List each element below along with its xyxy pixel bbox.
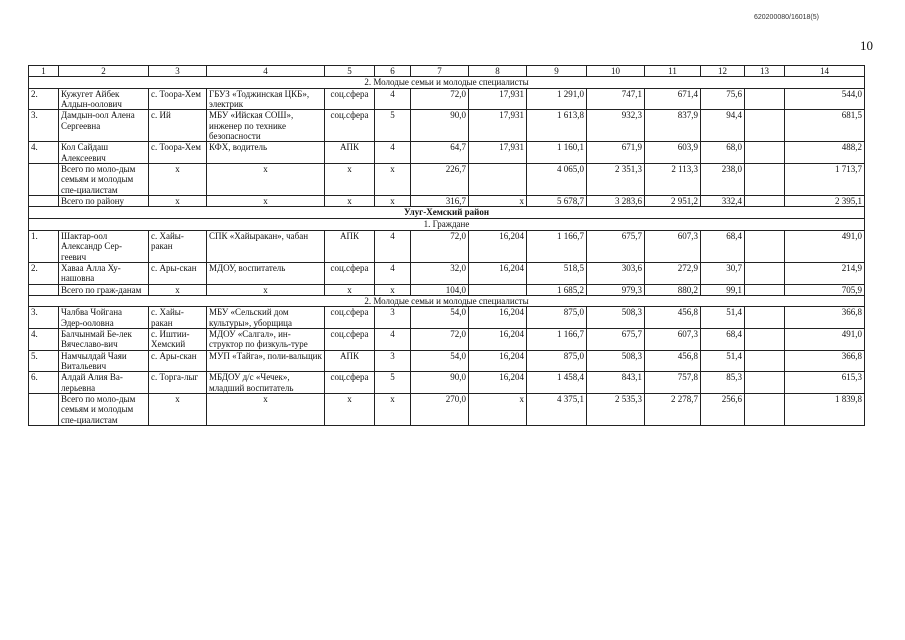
value-cell: 681,5: [785, 110, 865, 142]
place-cell: с. Хайы-ракан: [149, 230, 207, 262]
name-cell: Дамдын-оол Алена Сергеевна: [59, 110, 149, 142]
value-cell: 932,3: [587, 110, 645, 142]
value-cell: 5: [375, 372, 411, 394]
value-cell: 456,8: [645, 350, 701, 372]
sphere-cell: соц.сфера: [325, 88, 375, 110]
value-cell: [469, 284, 527, 295]
value-cell: х: [375, 196, 411, 207]
value-cell: 316,7: [411, 196, 469, 207]
value-cell: 366,8: [785, 307, 865, 329]
empty-cell: [29, 196, 59, 207]
column-number-cell: 13: [745, 66, 785, 77]
empty-cell: [29, 284, 59, 295]
value-cell: 508,3: [587, 307, 645, 329]
section-title-row-cell: 2. Молодые семьи и молодые специалисты: [29, 77, 865, 88]
value-cell: 1 458,4: [527, 372, 587, 394]
name-cell: Намчылдай Чаяи Витальевич: [59, 350, 149, 372]
value-cell: 1 685,2: [527, 284, 587, 295]
value-cell: 16,204: [469, 372, 527, 394]
value-cell: х: [375, 164, 411, 196]
place-cell: с. Иштии-Хемский: [149, 328, 207, 350]
section-title-row: [29, 77, 865, 88]
value-cell: 303,6: [587, 262, 645, 284]
job-cell: МБУ «Сельский дом культуры», уборщица: [207, 307, 325, 329]
column-number-cell: 8: [469, 66, 527, 77]
empty-cell: [29, 164, 59, 196]
value-cell: 508,3: [587, 350, 645, 372]
column-number-cell: 2: [59, 66, 149, 77]
value-cell: 875,0: [527, 307, 587, 329]
value-cell: 518,5: [527, 262, 587, 284]
sphere-cell: АПК: [325, 350, 375, 372]
value-cell: х: [469, 393, 527, 425]
value-cell: 366,8: [785, 350, 865, 372]
value-cell: 16,204: [469, 262, 527, 284]
value-cell: 30,7: [701, 262, 745, 284]
value-cell: 3: [375, 350, 411, 372]
value-cell: х: [375, 393, 411, 425]
value-cell: 1 166,7: [527, 230, 587, 262]
value-cell: х: [469, 196, 527, 207]
value-cell: 491,0: [785, 230, 865, 262]
value-cell: 757,8: [645, 372, 701, 394]
table-row: [29, 328, 865, 350]
value-cell: 54,0: [411, 307, 469, 329]
job-cell: х: [207, 284, 325, 295]
value-cell: 675,7: [587, 328, 645, 350]
value-cell: [745, 307, 785, 329]
value-cell: 51,4: [701, 350, 745, 372]
section-title-row: [29, 295, 865, 306]
value-cell: 747,1: [587, 88, 645, 110]
value-cell: 2 535,3: [587, 393, 645, 425]
row-number-cell: 4.: [29, 142, 59, 164]
job-cell: х: [207, 196, 325, 207]
value-cell: 671,4: [645, 88, 701, 110]
name-cell: Всего по району: [59, 196, 149, 207]
total-row: [29, 196, 865, 207]
table-row: [29, 110, 865, 142]
value-cell: 4: [375, 142, 411, 164]
value-cell: 1 713,7: [785, 164, 865, 196]
value-cell: 238,0: [701, 164, 745, 196]
value-cell: 4: [375, 328, 411, 350]
total-row: [29, 393, 865, 425]
value-cell: 544,0: [785, 88, 865, 110]
value-cell: 2 395,1: [785, 196, 865, 207]
value-cell: 17,931: [469, 110, 527, 142]
column-number-cell: 9: [527, 66, 587, 77]
sphere-cell: х: [325, 393, 375, 425]
value-cell: [745, 393, 785, 425]
value-cell: 90,0: [411, 372, 469, 394]
row-number-cell: 6.: [29, 372, 59, 394]
place-cell: с. Тоора-Хем: [149, 142, 207, 164]
place-cell: х: [149, 164, 207, 196]
column-number-cell: 11: [645, 66, 701, 77]
value-cell: 4 065,0: [527, 164, 587, 196]
name-cell: Шактар-оол Александр Сер-геевич: [59, 230, 149, 262]
place-cell: х: [149, 284, 207, 295]
column-number-cell: 3: [149, 66, 207, 77]
value-cell: 2 951,2: [645, 196, 701, 207]
page-number: 10: [860, 38, 873, 53]
empty-cell: [29, 393, 59, 425]
value-cell: 332,4: [701, 196, 745, 207]
value-cell: 16,204: [469, 230, 527, 262]
place-cell: х: [149, 393, 207, 425]
district-title-row: [29, 207, 865, 219]
value-cell: 2 351,3: [587, 164, 645, 196]
value-cell: 226,7: [411, 164, 469, 196]
sphere-cell: соц.сфера: [325, 372, 375, 394]
job-cell: СПК «Хайыракан», чабан: [207, 230, 325, 262]
column-number-row: [29, 66, 865, 77]
table-row: [29, 142, 865, 164]
value-cell: 90,0: [411, 110, 469, 142]
value-cell: [745, 350, 785, 372]
value-cell: 603,9: [645, 142, 701, 164]
value-cell: х: [375, 284, 411, 295]
job-cell: МБДОУ д/с «Чечек», младший воспитатель: [207, 372, 325, 394]
job-cell: МДОУ, воспитатель: [207, 262, 325, 284]
value-cell: 843,1: [587, 372, 645, 394]
value-cell: 99,1: [701, 284, 745, 295]
sphere-cell: соц.сфера: [325, 328, 375, 350]
table-row: [29, 88, 865, 110]
value-cell: 4: [375, 262, 411, 284]
name-cell: Хаваа Алла Ху-нашовна: [59, 262, 149, 284]
value-cell: 17,931: [469, 88, 527, 110]
job-cell: МУП «Тайга», поли-вальщик: [207, 350, 325, 372]
value-cell: [745, 142, 785, 164]
sphere-cell: х: [325, 196, 375, 207]
value-cell: 1 839,8: [785, 393, 865, 425]
column-number-cell: 12: [701, 66, 745, 77]
row-number-cell: 3.: [29, 110, 59, 142]
value-cell: [745, 196, 785, 207]
sphere-cell: АПК: [325, 142, 375, 164]
document-code: 620200080/16018(5): [753, 14, 819, 21]
value-cell: 880,2: [645, 284, 701, 295]
value-cell: 214,9: [785, 262, 865, 284]
row-number-cell: 3.: [29, 307, 59, 329]
sphere-cell: соц.сфера: [325, 110, 375, 142]
value-cell: 4: [375, 88, 411, 110]
value-cell: 3 283,6: [587, 196, 645, 207]
value-cell: 1 613,8: [527, 110, 587, 142]
column-number-cell: 14: [785, 66, 865, 77]
value-cell: 607,3: [645, 230, 701, 262]
job-cell: х: [207, 393, 325, 425]
value-cell: [745, 110, 785, 142]
value-cell: [469, 164, 527, 196]
value-cell: [745, 284, 785, 295]
column-number-cell: 6: [375, 66, 411, 77]
section-title-row: [29, 219, 865, 230]
column-number-cell: 10: [587, 66, 645, 77]
name-cell: Кужугет Айбек Алдын-оолович: [59, 88, 149, 110]
sphere-cell: соц.сфера: [325, 307, 375, 329]
value-cell: 94,4: [701, 110, 745, 142]
value-cell: 64,7: [411, 142, 469, 164]
place-cell: с. Ары-скан: [149, 262, 207, 284]
value-cell: 675,7: [587, 230, 645, 262]
table-row: [29, 262, 865, 284]
value-cell: 68,0: [701, 142, 745, 164]
value-cell: 607,3: [645, 328, 701, 350]
place-cell: с. Ары-скан: [149, 350, 207, 372]
value-cell: 85,3: [701, 372, 745, 394]
column-number-cell: 4: [207, 66, 325, 77]
name-cell: Всего по моло-дым семьям и молодым спе-циалистам: [59, 164, 149, 196]
value-cell: 54,0: [411, 350, 469, 372]
value-cell: 2 278,7: [645, 393, 701, 425]
value-cell: 17,931: [469, 142, 527, 164]
value-cell: 488,2: [785, 142, 865, 164]
value-cell: 979,3: [587, 284, 645, 295]
value-cell: 4: [375, 230, 411, 262]
sphere-cell: х: [325, 284, 375, 295]
district-title-row-cell: Улуг-Хемский район: [29, 207, 865, 219]
column-number-cell: 1: [29, 66, 59, 77]
place-cell: х: [149, 196, 207, 207]
value-cell: 671,9: [587, 142, 645, 164]
value-cell: 456,8: [645, 307, 701, 329]
name-cell: Балчынмай Бе-лек Вячеславо-вич: [59, 328, 149, 350]
place-cell: с. Тоора-Хем: [149, 88, 207, 110]
row-number-cell: 2.: [29, 88, 59, 110]
value-cell: 75,6: [701, 88, 745, 110]
value-cell: 32,0: [411, 262, 469, 284]
value-cell: 68,4: [701, 328, 745, 350]
value-cell: [745, 230, 785, 262]
value-cell: 270,0: [411, 393, 469, 425]
value-cell: 51,4: [701, 307, 745, 329]
job-cell: МДОУ «Салгал», ин-структор по физкуль-туре: [207, 328, 325, 350]
table-row: [29, 372, 865, 394]
value-cell: [745, 164, 785, 196]
value-cell: 272,9: [645, 262, 701, 284]
row-number-cell: 2.: [29, 262, 59, 284]
place-cell: с. Торга-лыг: [149, 372, 207, 394]
value-cell: [745, 328, 785, 350]
section-title-row-cell: 2. Молодые семьи и молодые специалисты: [29, 295, 865, 306]
value-cell: 837,9: [645, 110, 701, 142]
value-cell: 615,3: [785, 372, 865, 394]
value-cell: 3: [375, 307, 411, 329]
section-title-row-cell: 1. Граждане: [29, 219, 865, 230]
value-cell: [745, 262, 785, 284]
row-number-cell: 5.: [29, 350, 59, 372]
value-cell: 2 113,3: [645, 164, 701, 196]
value-cell: [745, 372, 785, 394]
total-row: [29, 164, 865, 196]
value-cell: 16,204: [469, 307, 527, 329]
value-cell: 491,0: [785, 328, 865, 350]
value-cell: 1 291,0: [527, 88, 587, 110]
name-cell: Чалбва Чойгана Эдер-ооловна: [59, 307, 149, 329]
value-cell: 72,0: [411, 230, 469, 262]
value-cell: 705,9: [785, 284, 865, 295]
place-cell: с. Ий: [149, 110, 207, 142]
value-cell: 68,4: [701, 230, 745, 262]
row-number-cell: 4.: [29, 328, 59, 350]
value-cell: 4 375,1: [527, 393, 587, 425]
value-cell: 72,0: [411, 88, 469, 110]
total-row: [29, 284, 865, 295]
name-cell: Всего по моло-дым семьям и молодым спе-циалистам: [59, 393, 149, 425]
sphere-cell: соц.сфера: [325, 262, 375, 284]
name-cell: Всего по граж-данам: [59, 284, 149, 295]
value-cell: 16,204: [469, 328, 527, 350]
column-number-cell: 7: [411, 66, 469, 77]
row-number-cell: 1.: [29, 230, 59, 262]
table-row: [29, 230, 865, 262]
sphere-cell: х: [325, 164, 375, 196]
place-cell: с. Хайы-ракан: [149, 307, 207, 329]
job-cell: ГБУЗ «Тоджинская ЦКБ», электрик: [207, 88, 325, 110]
table-row: [29, 350, 865, 372]
table-row: [29, 307, 865, 329]
value-cell: 875,0: [527, 350, 587, 372]
value-cell: 5 678,7: [527, 196, 587, 207]
value-cell: 5: [375, 110, 411, 142]
column-number-cell: 5: [325, 66, 375, 77]
value-cell: [745, 88, 785, 110]
name-cell: Алдай Алия Ва-лерьевна: [59, 372, 149, 394]
value-cell: 16,204: [469, 350, 527, 372]
job-cell: МБУ «Ийская СОШ», инженер по технике безопасности: [207, 110, 325, 142]
job-cell: х: [207, 164, 325, 196]
name-cell: Кол Сайдаш Алексеевич: [59, 142, 149, 164]
data-table: [28, 65, 865, 426]
job-cell: КФХ, водитель: [207, 142, 325, 164]
value-cell: 104,0: [411, 284, 469, 295]
value-cell: 1 166,7: [527, 328, 587, 350]
sphere-cell: АПК: [325, 230, 375, 262]
value-cell: 1 160,1: [527, 142, 587, 164]
value-cell: 72,0: [411, 328, 469, 350]
value-cell: 256,6: [701, 393, 745, 425]
